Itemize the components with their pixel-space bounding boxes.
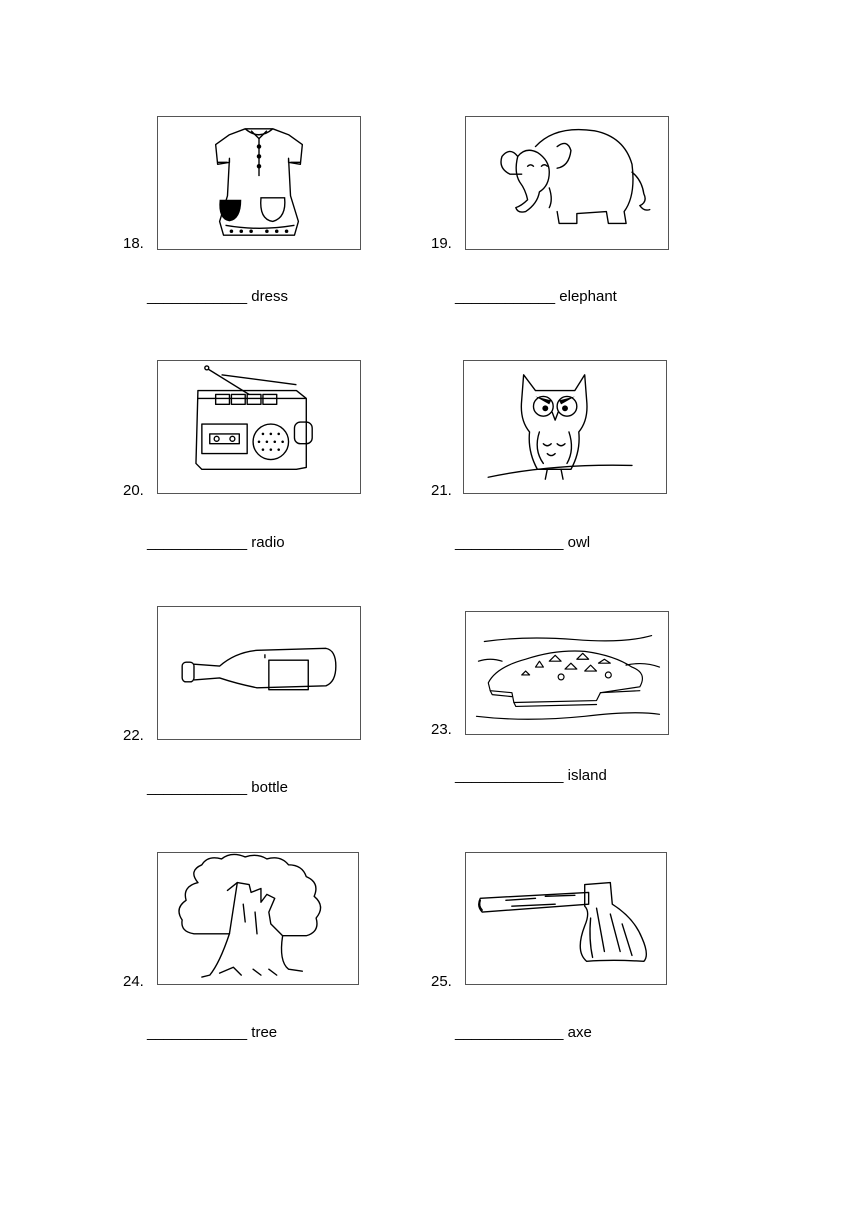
answer-line	[455, 768, 607, 783]
picture-frame	[157, 606, 361, 740]
answer-blank[interactable]: ____________	[147, 534, 248, 551]
picture-frame	[465, 611, 669, 735]
answer-line	[147, 1025, 277, 1040]
answer-blank[interactable]: ____________	[147, 1024, 248, 1041]
item-number: 25.	[431, 973, 452, 990]
picture-frame	[463, 360, 667, 494]
answer-line	[147, 289, 288, 304]
answer-line	[455, 535, 590, 550]
item-number: 21.	[431, 482, 452, 499]
island-icon	[466, 612, 668, 734]
answer-blank[interactable]: ____________	[147, 779, 248, 796]
owl-icon	[464, 361, 666, 493]
answer-line	[147, 780, 288, 795]
dress-icon	[158, 117, 360, 249]
item-number: 24.	[123, 973, 144, 990]
elephant-icon	[466, 117, 668, 249]
answer-blank[interactable]: _____________	[455, 767, 564, 784]
picture-frame	[157, 852, 359, 985]
answer-word: owl	[567, 534, 591, 551]
radio-icon	[158, 361, 360, 493]
answer-blank[interactable]: _____________	[455, 1024, 564, 1041]
item-number: 23.	[431, 721, 452, 738]
answer-line	[455, 1025, 592, 1040]
item-number: 22.	[123, 727, 144, 744]
answer-blank[interactable]: ____________	[455, 288, 556, 305]
picture-frame	[465, 116, 669, 250]
picture-frame	[157, 360, 361, 494]
answer-line	[147, 535, 285, 550]
axe-icon	[466, 853, 666, 984]
answer-line	[455, 289, 617, 304]
answer-word: dress	[251, 288, 288, 305]
item-number: 20.	[123, 482, 144, 499]
answer-blank[interactable]: _____________	[455, 534, 564, 551]
answer-word: island	[567, 767, 607, 784]
item-number: 19.	[431, 235, 452, 252]
answer-word: radio	[251, 534, 285, 551]
answer-word: axe	[567, 1024, 592, 1041]
item-number: 18.	[123, 235, 144, 252]
tree-icon	[158, 853, 358, 984]
bottle-icon	[158, 607, 360, 739]
picture-frame	[157, 116, 361, 250]
answer-word: tree	[251, 1024, 278, 1041]
picture-frame	[465, 852, 667, 985]
answer-word: elephant	[559, 288, 617, 305]
answer-word: bottle	[251, 779, 288, 796]
answer-blank[interactable]: ____________	[147, 288, 248, 305]
